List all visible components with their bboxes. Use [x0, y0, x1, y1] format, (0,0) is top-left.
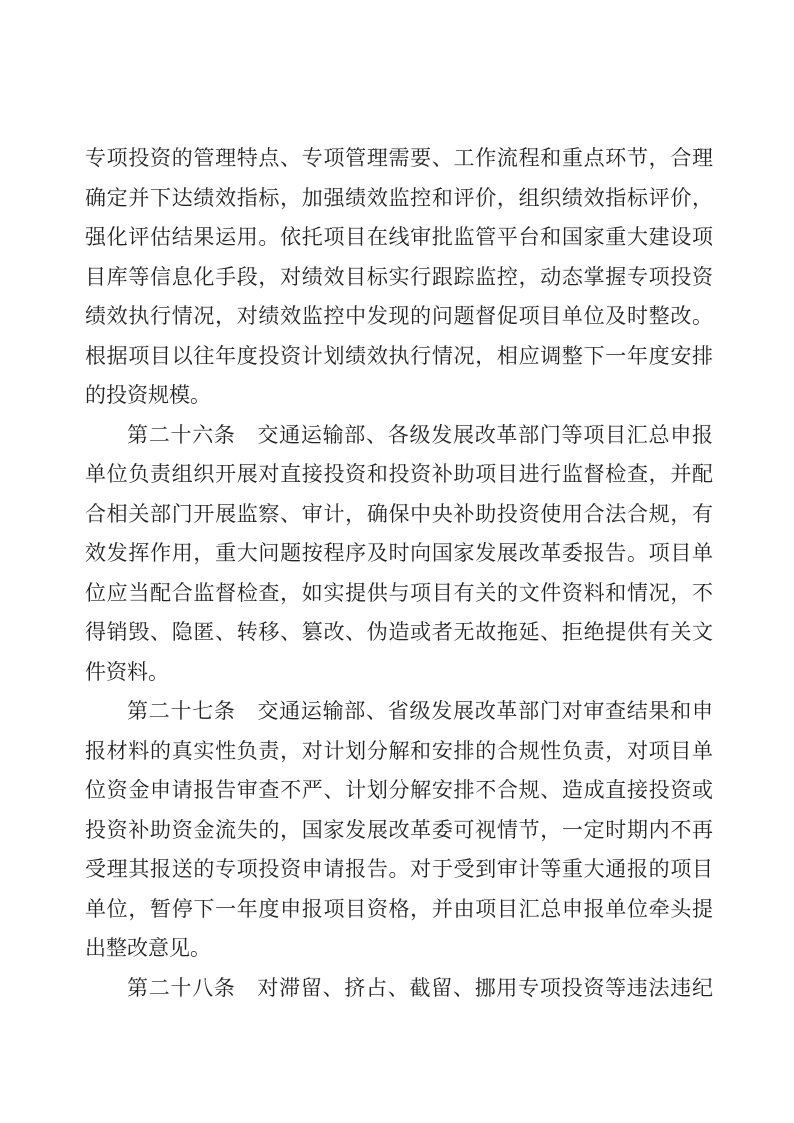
paragraph — [85, 692, 713, 969]
text-line: 合相关部门开展监察、审计，确保中央补助投资使用合法合规，有 — [85, 501, 713, 526]
paragraph — [85, 416, 713, 693]
text-line: 出整改意见。 — [85, 936, 211, 960]
text-line: 件资料。 — [85, 659, 169, 684]
text-line: 单位负责组织开展对直接投资和投资补助项目进行监督检查，并配 — [85, 462, 713, 486]
text-line: 投资补助资金流失的，国家发展改革委可视情节，一定时期内不再 — [85, 817, 713, 842]
text-line: 强化评估结果运用。依托项目在线审批监管平台和国家重大建设项 — [85, 225, 713, 249]
text-line: 专项投资的管理特点、专项管理需要、工作流程和重点环节，合理 — [85, 146, 713, 170]
text-line: 绩效执行情况，对绩效监控中发现的问题督促项目单位及时整改。 — [85, 304, 713, 328]
text-line: 第二十七条 交通运输部、省级发展改革部门对审查结果和申 — [127, 699, 713, 723]
text-line: 目库等信息化手段，对绩效目标实行跟踪监控，动态掌握专项投资 — [85, 264, 713, 289]
text-line: 位资金申请报告审查不严、计划分解安排不合规、造成直接投资或 — [85, 778, 713, 802]
text-line: 位应当配合监督检查，如实提供与项目有关的文件资料和情况，不 — [85, 580, 713, 605]
text-line: 得销毁、隐匿、转移、篡改、伪造或者无故拖延、拒绝提供有关文 — [85, 620, 713, 644]
text-line: 确定并下达绩效指标，加强绩效监控和评价，组织绩效指标评价， — [85, 185, 713, 210]
text-line: 第二十六条 交通运输部、各级发展改革部门等项目汇总申报 — [127, 422, 713, 447]
text-line: 的投资规模。 — [85, 383, 211, 407]
paragraph — [85, 969, 713, 1009]
text-line: 受理其报送的专项投资申请报告。对于受到审计等重大通报的项目 — [85, 857, 713, 881]
document-body — [85, 139, 713, 1008]
text-line: 单位，暂停下一年度申报项目资格，并由项目汇总申报单位牵头提 — [85, 896, 713, 921]
text-line: 效发挥作用，重大问题按程序及时向国家发展改革委报告。项目单 — [85, 541, 713, 565]
text-line: 根据项目以往年度投资计划绩效执行情况，相应调整下一年度安排 — [85, 343, 713, 368]
text-line: 报材料的真实性负责，对计划分解和安排的合规性负责，对项目单 — [85, 738, 713, 763]
paragraph — [85, 139, 713, 416]
text-line: 第二十八条 对滞留、挤占、截留、挪用专项投资等违法违纪 — [127, 975, 713, 1000]
